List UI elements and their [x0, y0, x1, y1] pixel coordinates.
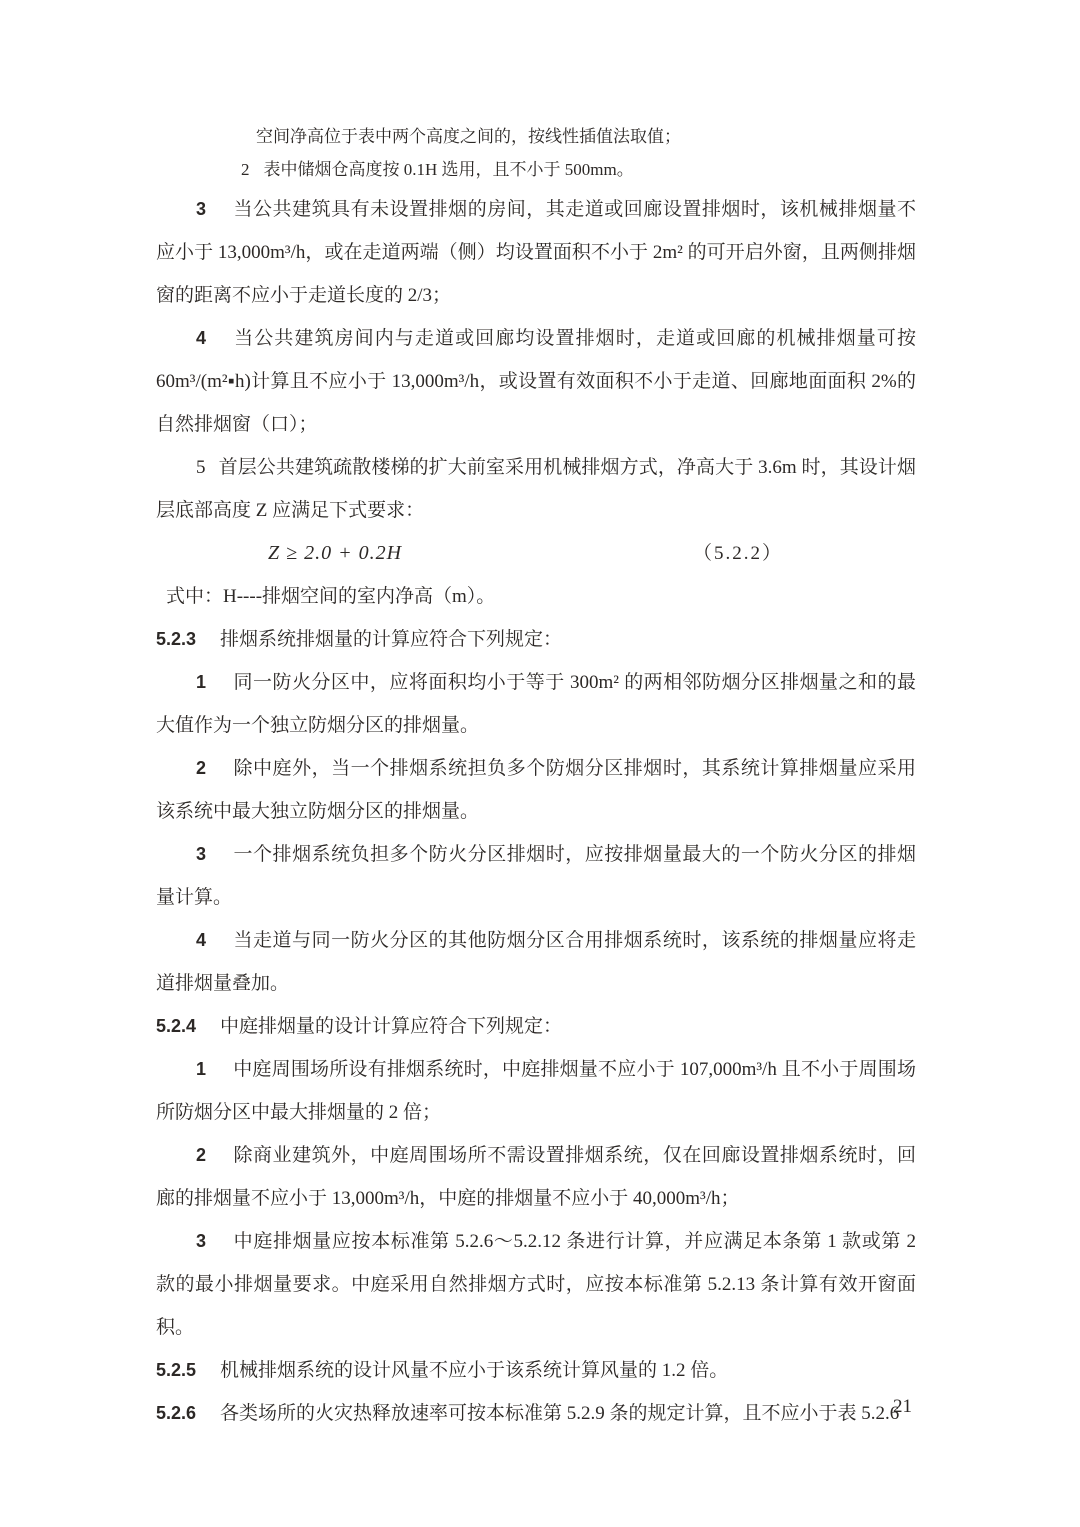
note-line-1: 空间净高位于表中两个高度之间的，按线性插值法取值； [256, 127, 681, 146]
clause-5-2-3-item-2-number: 2 [196, 758, 207, 778]
section-5-2-3-number: 5.2.3 [156, 629, 197, 649]
section-5-2-6-number: 5.2.6 [156, 1403, 197, 1423]
clause-5-2-3-item-4-number: 4 [196, 930, 207, 950]
clause-5-2-3-item-2 [156, 747, 916, 833]
section-5-2-4-text: 中庭排烟量的设计计算应符合下列规定： [220, 1016, 563, 1037]
clause-5-2-3-item-1 [156, 661, 916, 747]
clause-item-4 [156, 317, 916, 446]
clause-5-2-4-item-2 [156, 1134, 916, 1220]
page-number: 21 [893, 1396, 912, 1417]
clause-5-2-4-item-3-number: 3 [196, 1231, 207, 1251]
section-5-2-4 [156, 1005, 916, 1048]
clause-5-2-4-item-2-text: 除商业建筑外，中庭周围场所不需设置排烟系统，仅在回廊设置排烟系统时，回廊的排烟量不应小于 13,000m³/h，中庭的排烟量不应小于 40,000m³/h； [156, 1145, 916, 1209]
section-5-2-6 [156, 1392, 916, 1435]
section-5-2-3-text: 排烟系统排烟量的计算应符合下列规定： [220, 629, 563, 650]
clause-item-4-text: 当公共建筑房间内与走道或回廊均设置排烟时，走道或回廊的机械排烟量可按 60m³/(m²▪h)计算且不应小于 13,000m³/h，或设置有效面积不小于走道、回廊地面面积 2%的自然排烟窗（口）； [156, 328, 916, 435]
clause-5-2-4-item-3 [156, 1220, 916, 1349]
section-5-2-5-text: 机械排烟系统的设计风量不应小于该系统计算风量的 1.2 倍。 [220, 1360, 729, 1381]
clause-item-4-number: 4 [196, 328, 207, 348]
note-line-2-text: 表中储烟仓高度按 0.1H 选用，且不小于 500mm。 [263, 160, 634, 179]
equation-number: （5.2.2） [693, 543, 784, 564]
formula-5-2-2: Z ≥ 2.0 + 0.2H [268, 542, 403, 564]
clause-5-2-4-item-1 [156, 1048, 916, 1134]
clause-5-2-4-item-3-text: 中庭排烟量应按本标准第 5.2.6～5.2.12 条进行计算，并应满足本条第 1 款或第 2 款的最小排烟量要求。中庭采用自然排烟方式时，应按本标准第 5.2.13 条计算有效开窗面积。 [156, 1231, 916, 1338]
section-5-2-6-text: 各类场所的火灾热释放速率可按本标准第 5.2.9 条的规定计算，且不应小于表 5.2.6 [220, 1403, 900, 1424]
clause-5-2-4-item-2-number: 2 [196, 1145, 207, 1165]
clause-item-3-text: 当公共建筑具有未设置排烟的房间，其走道或回廊设置排烟时，该机械排烟量不应小于 13,000m³/h，或在走道两端（侧）均设置面积不小于 2m² 的可开启外窗，且两侧排烟窗的距离不应小于走道长度的 2/3； [156, 199, 916, 306]
clause-5-2-3-item-4 [156, 919, 916, 1005]
clause-5-2-4-item-1-text: 中庭周围场所设有排烟系统时，中庭排烟量不应小于 107,000m³/h 且不小于周围场所防烟分区中最大排烟量的 2 倍； [156, 1059, 916, 1123]
where-clause: 式中：H----排烟空间的室内净高（m）。 [166, 586, 496, 607]
section-5-2-5 [156, 1349, 916, 1392]
text-column [156, 120, 916, 1435]
clause-5-2-3-item-1-text: 同一防火分区中，应将面积均小于等于 300m² 的两相邻防烟分区排烟量之和的最大值作为一个独立防烟分区的排烟量。 [156, 672, 916, 736]
formula-row [156, 532, 916, 575]
clause-5-2-3-item-3-text: 一个排烟系统负担多个防火分区排烟时，应按排烟量最大的一个防火分区的排烟量计算。 [156, 844, 916, 908]
note-line-2 [156, 153, 916, 186]
section-5-2-4-number: 5.2.4 [156, 1016, 197, 1036]
clause-5-2-4-item-1-number: 1 [196, 1059, 207, 1079]
clause-5-2-3-item-3 [156, 833, 916, 919]
clause-5-2-3-item-4-text: 当走道与同一防火分区的其他防烟分区合用排烟系统时，该系统的排烟量应将走道排烟量叠加。 [156, 930, 916, 994]
note-line-2-number: 2 [241, 160, 250, 179]
clause-5-2-3-item-3-number: 3 [196, 844, 207, 864]
clause-item-5-text: 首层公共建筑疏散楼梯的扩大前室采用机械排烟方式，净高大于 3.6m 时，其设计烟层底部高度 Z 应满足下式要求： [156, 457, 916, 521]
clause-5-2-3-item-1-number: 1 [196, 672, 207, 692]
clause-5-2-3-item-2-text: 除中庭外，当一个排烟系统担负多个防烟分区排烟时，其系统计算排烟量应采用该系统中最大独立防烟分区的排烟量。 [156, 758, 916, 822]
clause-item-3-number: 3 [196, 199, 207, 219]
section-5-2-5-number: 5.2.5 [156, 1360, 197, 1380]
clause-item-5-number: 5 [196, 457, 206, 478]
clause-body [156, 188, 916, 1435]
clause-item-5 [156, 446, 916, 532]
clause-item-3 [156, 188, 916, 317]
section-5-2-3 [156, 618, 916, 661]
table-notes [156, 120, 916, 186]
